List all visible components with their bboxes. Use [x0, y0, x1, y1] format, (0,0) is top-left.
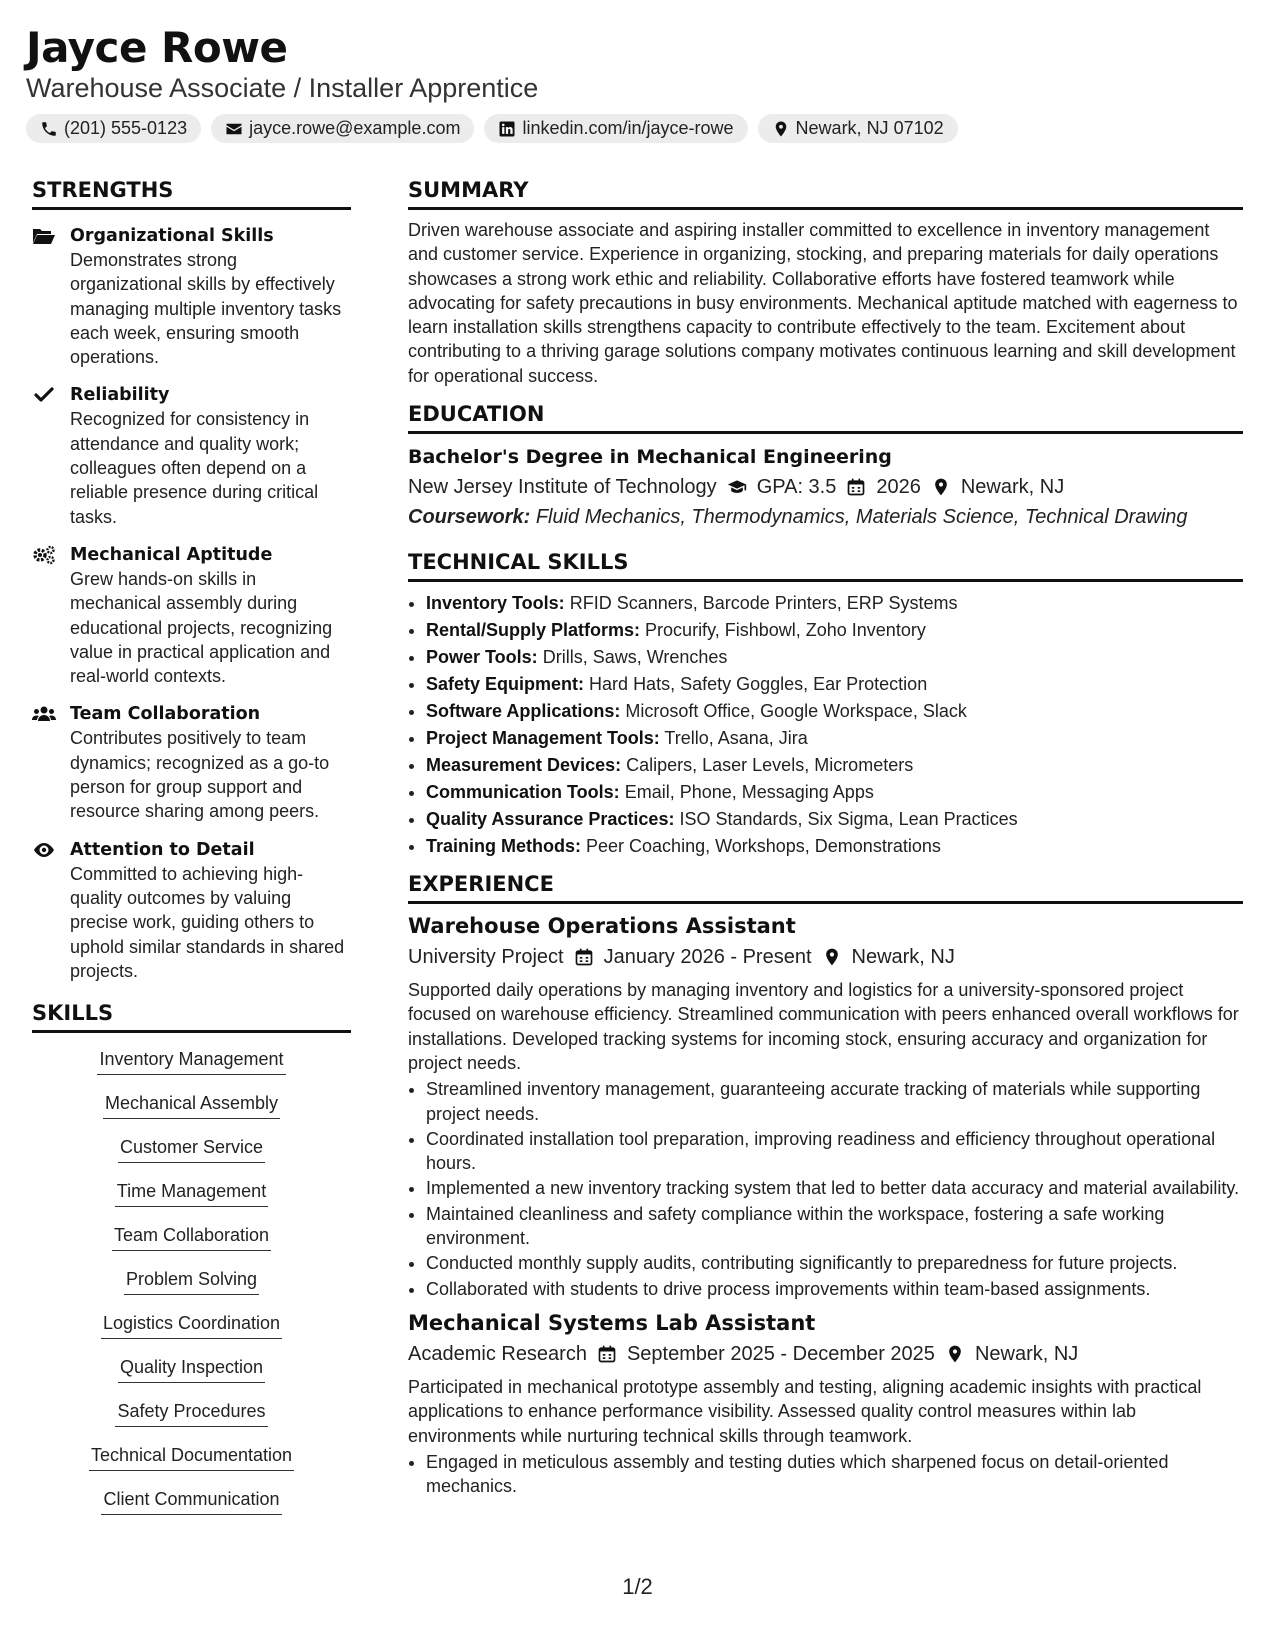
skill-tag: Client Communication: [101, 1487, 281, 1515]
strengths-heading: STRENGTHS: [32, 178, 351, 210]
strength-name: Organizational Skills: [70, 226, 274, 246]
envelope-icon: [225, 120, 243, 138]
list-item: • Streamlined inventory management, guaranteeing accurate tracking of materials while supporting project needs.: [426, 1077, 1243, 1126]
job-org: Academic Research: [408, 1342, 587, 1365]
strength-name: Attention to Detail: [70, 839, 255, 860]
tech-skill-value: Microsoft Office, Google Workspace, Slack: [625, 701, 967, 722]
technical-skills-heading: TECHNICAL SKILLS: [408, 550, 1243, 582]
school-name: New Jersey Institute of Technology: [408, 476, 717, 499]
list-item: [426, 590, 1243, 617]
contact-bar: [26, 114, 1249, 143]
tech-skill-value: Procurify, Fishbowl, Zoho Inventory: [645, 620, 926, 641]
job-dates: January 2026 - Present: [603, 946, 812, 969]
tech-skill-value: Trello, Asana, Jira: [664, 728, 808, 749]
linkedin-icon: [498, 120, 516, 138]
coursework-label: Coursework:: [408, 506, 531, 529]
strength-item: [32, 543, 351, 688]
list-item: [426, 779, 1243, 806]
cogs-icon: [32, 545, 56, 565]
tech-skill-value: Hard Hats, Safety Goggles, Ear Protection: [589, 674, 928, 695]
phone-icon: [40, 120, 58, 138]
list-item: [426, 671, 1243, 698]
map-pin-icon: [945, 1344, 965, 1364]
strength-desc: Recognized for consistency in attendance and quality work; colleagues often depend on a reliable presence during critical tasks.: [70, 409, 319, 527]
graduation-cap-icon: [727, 477, 747, 497]
list-item: • Engaged in meticulous assembly and testing duties which sharpened focus on detail-oriented mechanics.: [426, 1450, 1243, 1499]
list-item: [426, 752, 1243, 779]
tech-skill-label: Inventory Tools:: [426, 593, 565, 614]
strength-desc: Grew hands-on skills in mechanical assembly during educational projects, recognizing value in practical application and real-world contexts.: [70, 568, 333, 687]
tech-skill-value: Drills, Saws, Wrenches: [542, 647, 728, 668]
calendar-icon: [574, 947, 594, 967]
job-location: Newark, NJ: [851, 946, 955, 969]
experience-heading: EXPERIENCE: [408, 872, 1243, 904]
job-description: Supported daily operations by managing inventory and logistics for a university-sponsored project focused on warehouse efficiency. Streamlined communication with peers enhanced overall workflows for installations. Developed tracking systems for incoming stock, ensuring accuracy and organization for project needs.: [408, 980, 1239, 1073]
skill-tag: Mechanical Assembly: [103, 1091, 280, 1119]
strength-desc: Demonstrates strong organizational skills by effectively managing multiple inventory tasks each week, ensuring smooth operations.: [70, 250, 342, 368]
skill-tag: Inventory Management: [97, 1047, 285, 1075]
calendar-icon: [597, 1344, 617, 1364]
map-pin-icon: [822, 947, 842, 967]
list-item: • Conducted monthly supply audits, contributing significantly to preparedness for future projects.: [426, 1251, 1243, 1275]
summary-heading: SUMMARY: [408, 178, 1243, 210]
strength-name: Reliability: [70, 385, 170, 406]
skills-list: [32, 1047, 351, 1531]
skill-tag: Team Collaboration: [112, 1223, 271, 1251]
tech-skill-label: Power Tools:: [426, 647, 538, 668]
tech-skill-label: Software Applications:: [426, 701, 621, 722]
strength-item: [32, 224, 351, 369]
job-location: Newark, NJ: [974, 1342, 1079, 1365]
right-column: [408, 178, 1243, 1499]
phone-text: (201) 555-0123: [64, 118, 188, 138]
folder-open-icon: [32, 226, 56, 246]
tech-skill-label: Safety Equipment:: [426, 674, 585, 695]
tech-skill-value: Peer Coaching, Workshops, Demonstrations: [586, 836, 941, 857]
map-pin-icon: [772, 120, 790, 138]
strength-name: Team Collaboration: [70, 704, 261, 725]
skill-tag: Customer Service: [118, 1135, 265, 1163]
left-column: [32, 178, 351, 1531]
coursework-list: Fluid Mechanics, Thermodynamics, Materials Science, Technical Drawing: [535, 506, 1188, 529]
gpa: GPA: 3.5: [756, 476, 837, 499]
list-item: [426, 617, 1243, 644]
list-item: • Collaborated with students to drive process improvements within team-based assignments.: [426, 1277, 1243, 1301]
job-description: Participated in mechanical prototype assembly and testing, aligning academic insights with practical applications to enhance performance visibility. Assessed quality control measures within lab environments while nurturing technical skills through teamwork.: [408, 1376, 1202, 1446]
job-org: University Project: [408, 946, 564, 969]
job-entry: [408, 912, 1243, 1301]
strength-item: [32, 383, 351, 528]
strength-item: [32, 702, 351, 823]
school-location: Newark, NJ: [960, 476, 1065, 499]
strength-desc: Contributes positively to team dynamics; recognized as a go-to person for group support and resource sharing among peers.: [70, 728, 330, 822]
job-entry: [408, 1309, 1243, 1498]
tech-skill-value: Calipers, Laser Levels, Micrometers: [626, 755, 914, 776]
skill-tag: Safety Procedures: [115, 1399, 267, 1427]
tech-skill-label: Project Management Tools:: [426, 728, 660, 749]
resume-header: [26, 22, 1249, 143]
job-title: Mechanical Systems Lab Assistant: [408, 1310, 816, 1335]
skills-heading: SKILLS: [32, 1001, 351, 1033]
list-item: • Maintained cleanliness and safety compliance within the workspace, fostering a safe working environment.: [426, 1202, 1243, 1251]
strength-item: [32, 838, 351, 983]
skill-tag: Quality Inspection: [118, 1355, 265, 1383]
contact-linkedin[interactable]: [484, 114, 747, 143]
candidate-name: Jayce Rowe: [26, 23, 288, 72]
calendar-icon: [846, 477, 866, 497]
email-text: jayce.rowe@example.com: [249, 118, 461, 138]
tech-skill-label: Quality Assurance Practices:: [426, 809, 675, 830]
tech-skill-value: ISO Standards, Six Sigma, Lean Practices: [679, 809, 1018, 830]
skill-tag: Technical Documentation: [89, 1443, 294, 1471]
list-item: [426, 725, 1243, 752]
graduation-year: 2026: [876, 476, 921, 499]
strength-name: Mechanical Aptitude: [70, 544, 273, 565]
list-item: • Coordinated installation tool preparation, improving readiness and efficiency throughout operational hours.: [426, 1127, 1243, 1176]
list-item: [426, 698, 1243, 725]
job-meta: [408, 1339, 1243, 1369]
map-pin-icon: [931, 477, 951, 497]
candidate-title: Warehouse Associate / Installer Apprentice: [26, 73, 539, 103]
tech-skill-label: Communication Tools:: [426, 782, 620, 803]
contact-email[interactable]: [211, 114, 474, 143]
list-item: • Implemented a new inventory tracking system that led to better data accuracy and material availability.: [426, 1176, 1243, 1200]
contact-location: [758, 114, 958, 143]
job-title: Warehouse Operations Assistant: [408, 914, 796, 939]
list-item: [426, 833, 1243, 860]
technical-skills-list: [408, 590, 1243, 860]
location-text: Newark, NJ 07102: [795, 118, 944, 138]
education-meta: [408, 472, 1243, 502]
job-bullets: [408, 1077, 1243, 1301]
tech-skill-label: Training Methods:: [426, 836, 581, 857]
skill-tag: Time Management: [115, 1179, 268, 1207]
education-heading: EDUCATION: [408, 402, 1243, 434]
linkedin-text: linkedin.com/in/jayce-rowe: [522, 118, 734, 138]
tech-skill-label: Measurement Devices:: [426, 755, 622, 776]
skill-tag: Logistics Coordination: [101, 1311, 282, 1339]
tech-skill-value: Email, Phone, Messaging Apps: [624, 782, 874, 803]
skill-tag: Problem Solving: [124, 1267, 259, 1295]
list-item: [426, 806, 1243, 833]
tech-skill-value: RFID Scanners, Barcode Printers, ERP Systems: [569, 593, 958, 614]
job-meta: [408, 942, 1243, 972]
contact-phone[interactable]: [26, 114, 201, 143]
check-icon: [32, 385, 56, 405]
users-icon: [32, 704, 56, 724]
list-item: [426, 644, 1243, 671]
tech-skill-label: Rental/Supply Platforms:: [426, 620, 641, 641]
degree-title: Bachelor's Degree in Mechanical Engineering: [408, 446, 892, 469]
coursework: [408, 502, 1243, 532]
strength-desc: Committed to achieving high-quality outcomes by valuing precise work, guiding others to uphold similar standards in shared projects.: [70, 863, 345, 981]
summary-text: Driven warehouse associate and aspiring installer committed to excellence in inventory management and customer service. Experience in organizing, stocking, and preparing materials for daily operations showcases a strong work ethic and reliability. Collaborative efforts have fostered teamwork while advocating for safety precautions in busy environments. Mechanical aptitude matched with eagerness to learn installation skills strengthens capacity to contribute effectively to the team. Excitement about contributing to a thriving garage solutions company motivates continuous learning and skill development for operational success.: [408, 220, 1238, 386]
page-number: 1/2: [622, 1574, 653, 1599]
eye-icon: [32, 840, 56, 860]
job-dates: September 2025 - December 2025: [626, 1342, 935, 1365]
job-bullets: [408, 1450, 1243, 1499]
